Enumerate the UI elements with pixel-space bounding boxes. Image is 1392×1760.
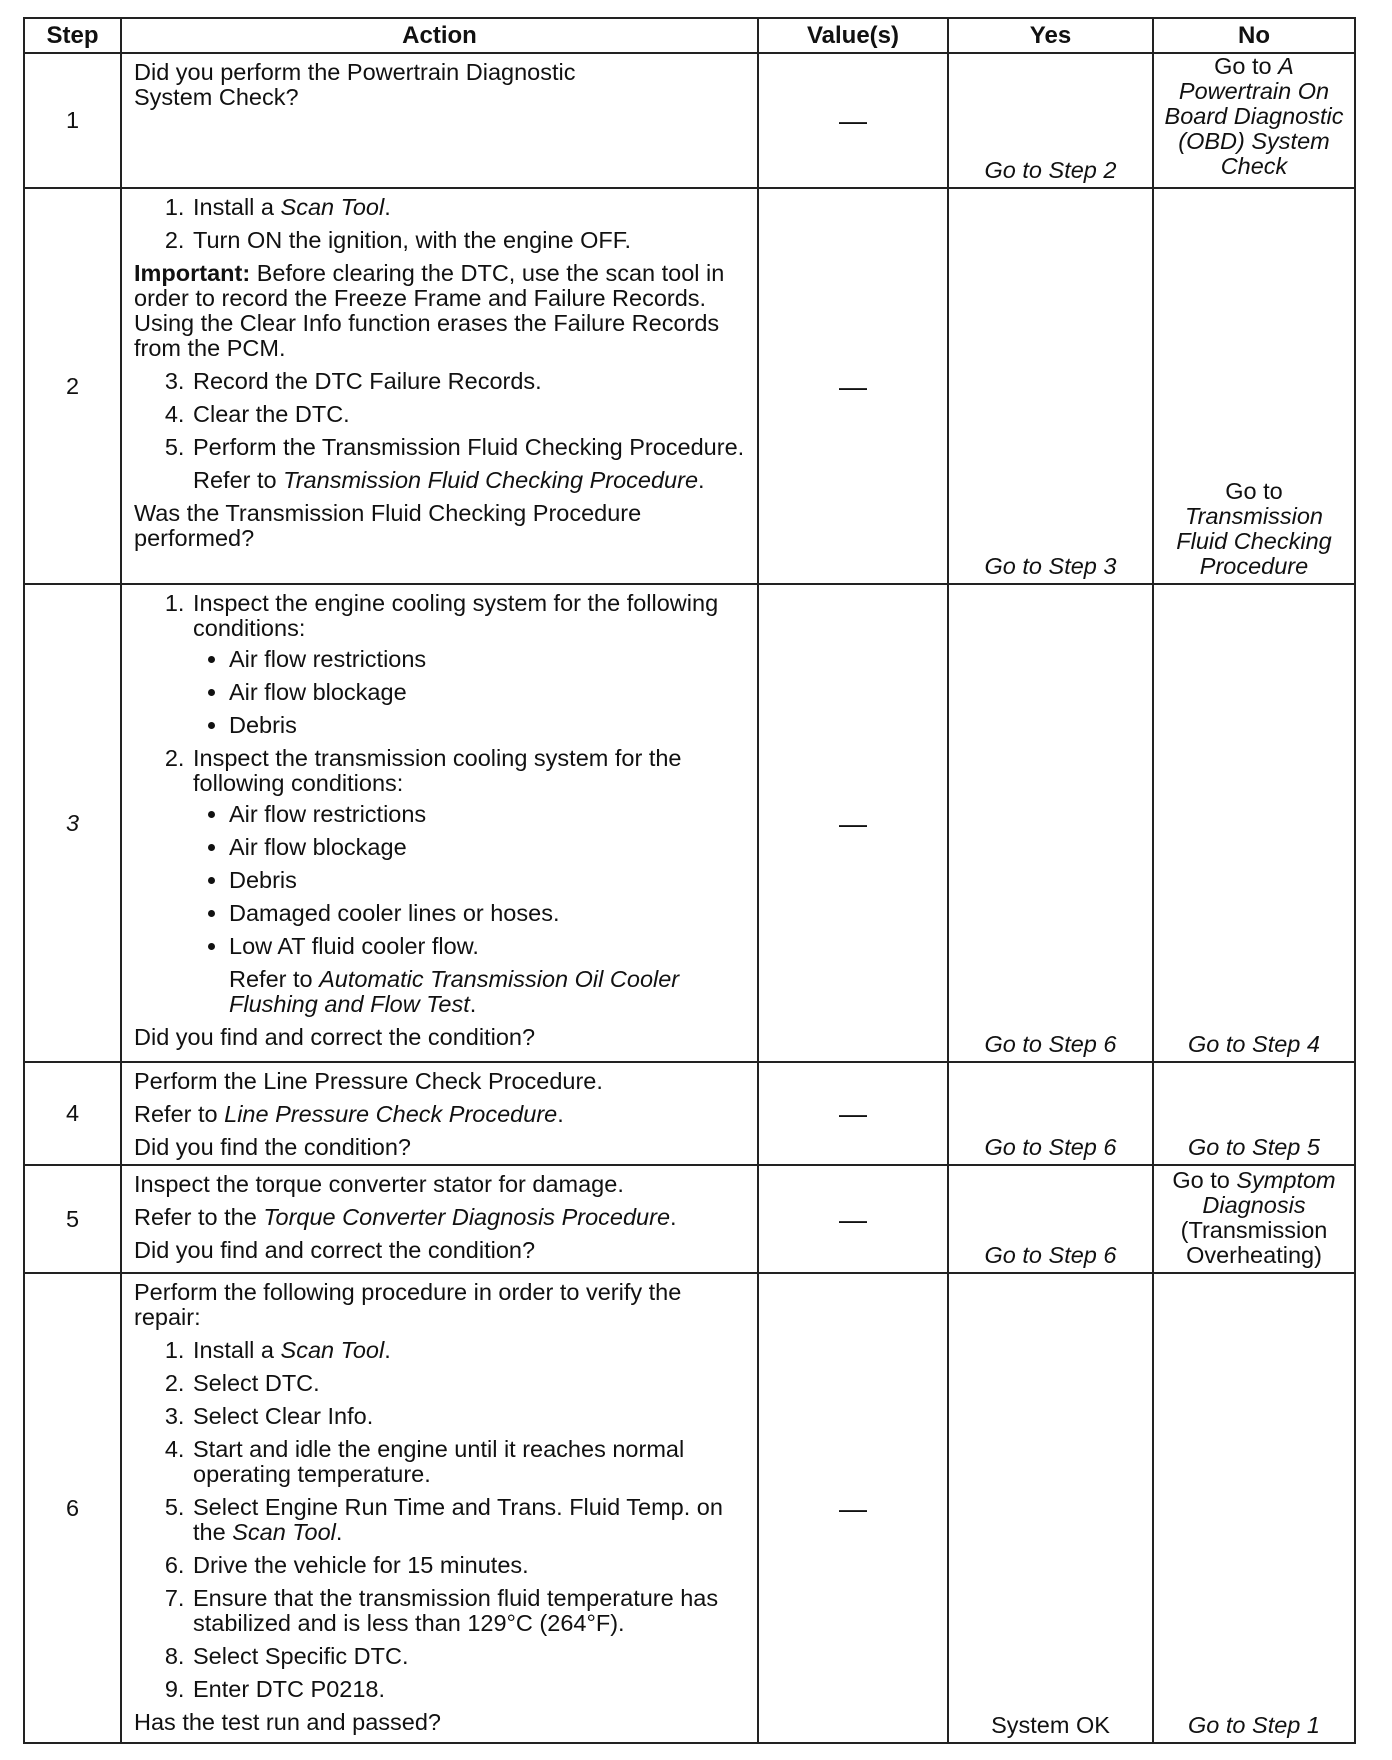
list-item: 5. Select Engine Run Time and Trans. Fluid Temp. on the Scan Tool. [191, 1495, 749, 1545]
no-cell [1153, 1062, 1355, 1165]
no-prefix: Go to [1214, 53, 1279, 79]
value-cell: — [758, 1062, 948, 1165]
yes-link[interactable]: Go to Step 6 [984, 1134, 1117, 1160]
table-row [24, 1062, 1355, 1165]
no-cell [1153, 53, 1355, 188]
table-row [24, 1165, 1355, 1273]
no-cell [1153, 1273, 1355, 1743]
list-item: 6. Drive the vehicle for 15 minutes. [191, 1553, 749, 1578]
header-action: Action [121, 18, 758, 53]
action-cell [121, 188, 758, 584]
table-row [24, 584, 1355, 1062]
yes-result: System OK [991, 1712, 1110, 1738]
step-number: 3 [24, 584, 121, 1062]
step-list [134, 369, 749, 493]
diagnostic-table [23, 17, 1356, 1744]
list-item: 3. Record the DTC Failure Records. [191, 369, 749, 394]
action-cell [121, 584, 758, 1062]
reference-link[interactable]: Line Pressure Check Procedure [224, 1101, 558, 1127]
scan-tool-link[interactable]: Scan Tool [280, 194, 385, 220]
list-item: 8. Select Specific DTC. [191, 1644, 749, 1669]
yes-cell [948, 584, 1153, 1062]
yes-link[interactable]: Go to Step 6 [984, 1242, 1117, 1268]
important-note: Important: Before clearing the DTC, use the scan tool in order to record the Freeze Frame and Failure Records. Using the Clear Info function erases the Failure Records from the PCM. [134, 260, 725, 361]
step-list [134, 195, 749, 253]
reference-link[interactable]: Transmission Fluid Checking Procedure [283, 467, 699, 493]
header-values: Value(s) [758, 18, 948, 53]
bullet-list [193, 647, 749, 738]
list-item: 2. Inspect the transmission cooling system for the following conditions: • Air flow restrictions • Air flow blockage • Debris • Damaged cooler lines or hoses. • Low AT fluid cooler flow. Refer to Automatic Transmission Oil Cooler Flushing and Flow Test. [191, 746, 749, 1017]
action-cell [121, 53, 758, 188]
reference: Refer to the Torque Converter Diagnosis Procedure. [134, 1204, 677, 1230]
no-link[interactable]: Go to Step 4 [1188, 1031, 1320, 1057]
reference-link[interactable]: Torque Converter Diagnosis Procedure [263, 1204, 671, 1230]
yes-link[interactable]: Go to Step 6 [984, 1031, 1117, 1057]
reference: Refer to Line Pressure Check Procedure. [134, 1101, 564, 1127]
list-item: 7. Ensure that the transmission fluid temperature has stabilized and is less than 129°C (264°F). [191, 1586, 749, 1636]
no-link[interactable]: Symptom Diagnosis [1202, 1167, 1336, 1218]
bullet-item: • Low AT fluid cooler flow. Refer to Automatic Transmission Oil Cooler Flushing and Flow Test. [229, 934, 749, 1017]
list-item: 1. Install a Scan Tool. [191, 1338, 749, 1363]
no-link[interactable]: Go to Step 1 [1188, 1712, 1320, 1738]
reference-link[interactable]: Automatic Transmission Oil Cooler Flushing and Flow Test [229, 966, 680, 1017]
yes-cell [948, 53, 1153, 188]
yes-link[interactable]: Go to Step 2 [984, 157, 1117, 183]
question-text: Did you find and correct the condition? [134, 1024, 536, 1050]
action-cell [121, 1273, 758, 1743]
bullet-item: • Debris [229, 868, 749, 893]
value-cell: — [758, 53, 948, 188]
list-item: 9. Enter DTC P0218. [191, 1677, 749, 1702]
no-cell [1153, 584, 1355, 1062]
no-suffix: (Transmission Overheating) [1180, 1217, 1328, 1268]
question-text: Did you perform the Powertrain Diagnostic System Check? [134, 59, 576, 110]
list-item: 2. Select DTC. [191, 1371, 749, 1396]
value-cell: — [758, 1273, 948, 1743]
header-step: Step [24, 18, 121, 53]
no-link[interactable]: Transmission Fluid Checking Procedure [1176, 503, 1332, 579]
list-item: 5. Perform the Transmission Fluid Checking Procedure. Refer to Transmission Fluid Checking Procedure. [191, 435, 749, 493]
important-label: Important: [134, 260, 251, 286]
table-row [24, 188, 1355, 584]
value-cell: — [758, 188, 948, 584]
bullet-item: • Damaged cooler lines or hoses. [229, 901, 749, 926]
no-prefix: Go to [1172, 1167, 1237, 1193]
step-number: 6 [24, 1273, 121, 1743]
yes-cell [948, 188, 1153, 584]
list-item: 2. Turn ON the ignition, with the engine OFF. [191, 228, 749, 253]
reference: Refer to Transmission Fluid Checking Procedure. [193, 467, 705, 493]
question-text: Was the Transmission Fluid Checking Procedure performed? [134, 500, 642, 551]
scan-tool-link[interactable]: Scan Tool [280, 1337, 385, 1363]
step-number: 5 [24, 1165, 121, 1273]
action-cell [121, 1165, 758, 1273]
no-link[interactable]: A Powertrain On Board Diagnostic (OBD) System Check [1164, 53, 1344, 179]
list-item: 3. Select Clear Info. [191, 1404, 749, 1429]
question-text: Did you find and correct the condition? [134, 1237, 536, 1263]
header-no: No [1153, 18, 1355, 53]
step-number: 4 [24, 1062, 121, 1165]
table-row [24, 53, 1355, 188]
list-item: 1. Install a Scan Tool. [191, 195, 749, 220]
action-text: Inspect the torque converter stator for damage. [134, 1171, 624, 1197]
no-cell [1153, 188, 1355, 584]
no-cell [1153, 1165, 1355, 1273]
step-number: 1 [24, 53, 121, 188]
list-item: 4. Clear the DTC. [191, 402, 749, 427]
list-item: 1. Inspect the engine cooling system for the following conditions: • Air flow restrictions • Air flow blockage • Debris [191, 591, 749, 738]
list-item: 4. Start and idle the engine until it reaches normal operating temperature. [191, 1437, 749, 1487]
table-row [24, 1273, 1355, 1743]
bullet-item: • Air flow blockage [229, 835, 749, 860]
reference: Refer to Automatic Transmission Oil Cooler Flushing and Flow Test. [229, 966, 680, 1017]
header-row [24, 18, 1355, 53]
value-cell: — [758, 584, 948, 1062]
intro-text: Perform the following procedure in order to verify the repair: [134, 1279, 682, 1330]
bullet-item: • Air flow restrictions [229, 647, 749, 672]
question-text: Did you find the condition? [134, 1134, 411, 1160]
bullet-item: • Air flow blockage [229, 680, 749, 705]
yes-link[interactable]: Go to Step 3 [984, 553, 1117, 579]
header-yes: Yes [948, 18, 1153, 53]
yes-cell [948, 1273, 1153, 1743]
step-list [134, 591, 749, 1017]
question-text: Has the test run and passed? [134, 1709, 442, 1735]
scan-tool-link[interactable]: Scan Tool [232, 1519, 336, 1545]
yes-cell [948, 1165, 1153, 1273]
bullet-list [193, 802, 749, 1017]
no-prefix: Go to [1225, 478, 1283, 504]
yes-cell [948, 1062, 1153, 1165]
value-cell: — [758, 1165, 948, 1273]
action-text: Perform the Line Pressure Check Procedure. [134, 1068, 603, 1094]
step-number: 2 [24, 188, 121, 584]
action-cell [121, 1062, 758, 1165]
bullet-item: • Debris [229, 713, 749, 738]
bullet-item: • Air flow restrictions [229, 802, 749, 827]
no-link[interactable]: Go to Step 5 [1188, 1134, 1320, 1160]
step-list [134, 1338, 749, 1702]
